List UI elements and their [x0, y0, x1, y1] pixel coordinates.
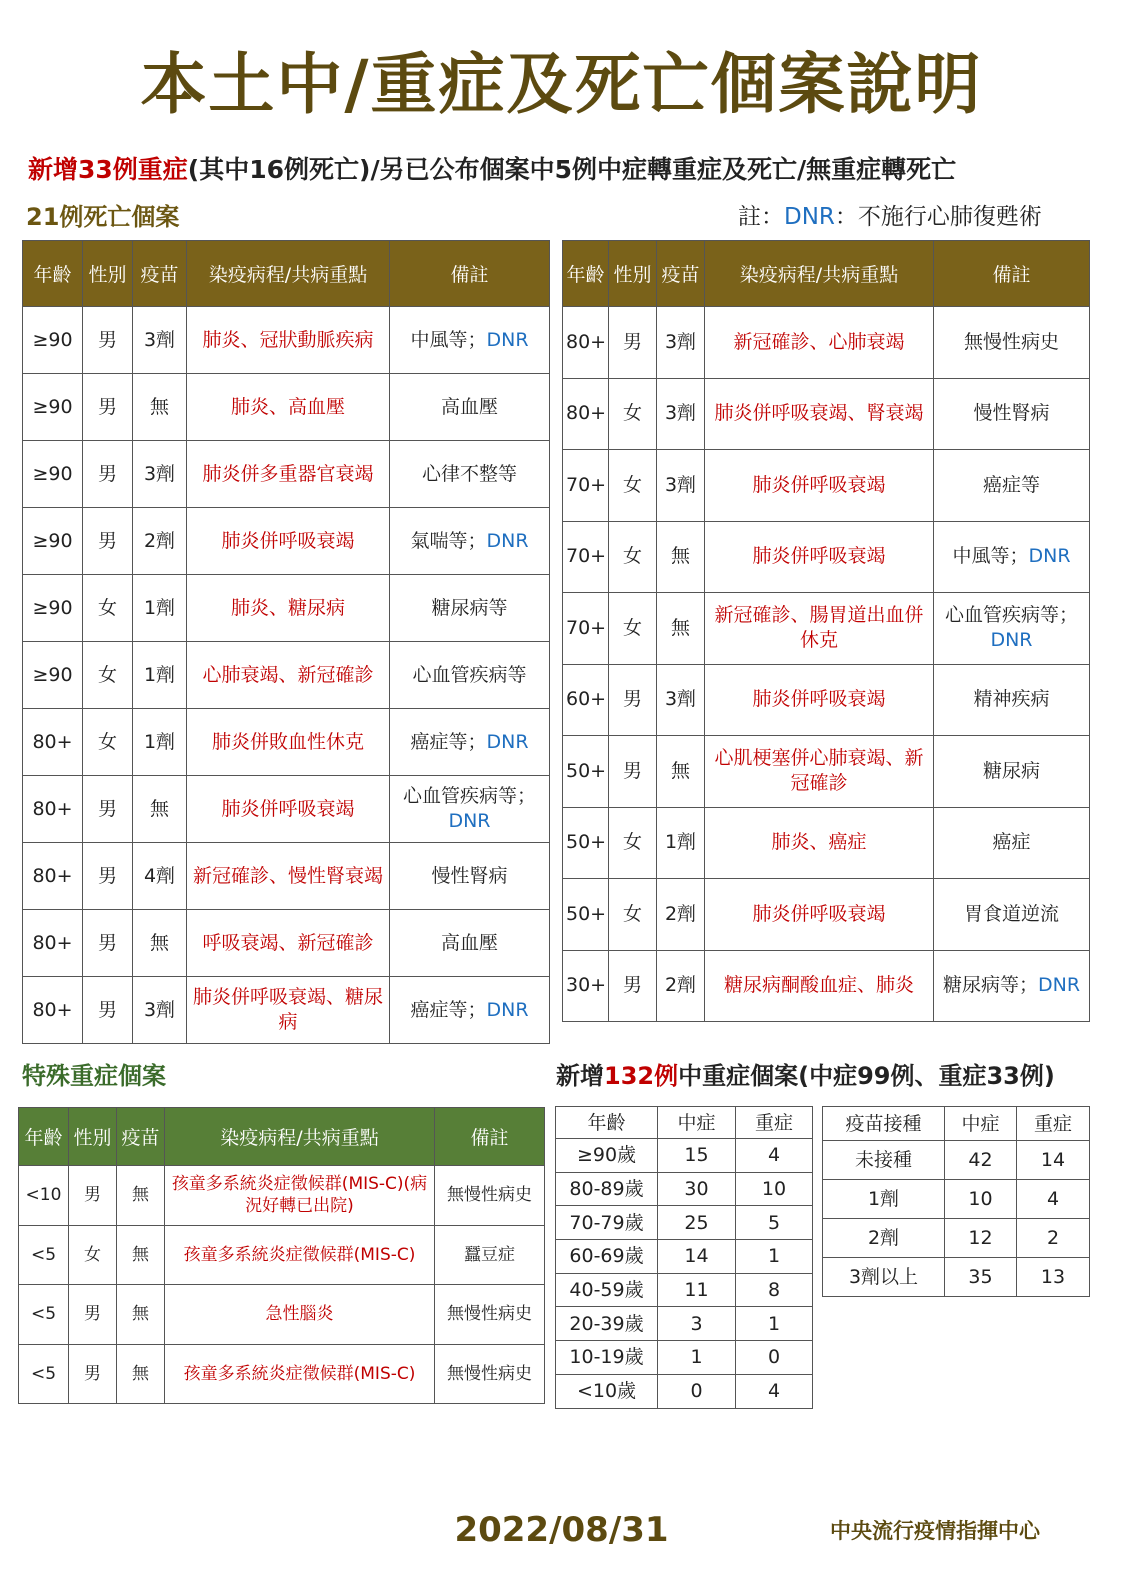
note-prefix: 註：	[738, 204, 784, 230]
course-cell: 孩童多系統炎症徵候群(MIS-C)	[165, 1225, 435, 1285]
remark-cell	[390, 910, 550, 977]
course-cell: 肺炎併呼吸衰竭、糖尿病	[187, 977, 390, 1044]
vaccine-cell: 無	[117, 1225, 165, 1285]
sex-cell: 女	[69, 1225, 117, 1285]
severe-cell: 4	[736, 1139, 813, 1173]
remark-text: 中風等；	[952, 545, 1029, 568]
age-cell: 80+	[563, 307, 609, 379]
course-cell: 肺炎、冠狀動脈疾病	[187, 307, 390, 374]
course-cell: 新冠確診、慢性腎衰竭	[187, 843, 390, 910]
header-course: 染疫病程/共病重點	[187, 241, 390, 307]
vaccine-cell: 1劑	[133, 642, 187, 709]
sex-cell: 男	[609, 950, 657, 1022]
header-vaccine: 疫苗	[133, 241, 187, 307]
case-row	[23, 307, 550, 374]
header-remark: 備註	[435, 1108, 545, 1166]
new-heading-prefix: 新增	[556, 1062, 604, 1090]
stat-row	[823, 1219, 1090, 1258]
moderate-cell: 3	[658, 1307, 736, 1341]
remark-text: 心律不整等	[421, 462, 517, 485]
age-cell: ≥90	[23, 441, 83, 508]
vaccine-cell: 3劑	[657, 307, 705, 379]
course-cell: 孩童多系統炎症徵候群(MIS-C)(病況好轉已出院)	[165, 1166, 435, 1226]
vaccine-cell: 2劑	[657, 879, 705, 951]
sex-cell: 男	[83, 441, 133, 508]
remark-text: 無慢性病史	[447, 1304, 532, 1325]
case-row	[23, 709, 550, 776]
header-remark: 備註	[390, 241, 550, 307]
header-moderate: 中症	[945, 1107, 1017, 1141]
case-row	[23, 776, 550, 843]
case-row	[19, 1225, 545, 1285]
case-row	[19, 1166, 545, 1226]
age-cell: 60+	[563, 664, 609, 736]
sex-cell: 男	[83, 843, 133, 910]
remark-cell	[934, 378, 1090, 450]
moderate-cell: 35	[945, 1258, 1017, 1297]
vaccine-cell: 無	[117, 1344, 165, 1404]
remark-text: 慢性腎病	[431, 864, 508, 887]
death-cases-heading: 21例死亡個案	[26, 203, 180, 231]
remark-cell	[390, 709, 550, 776]
remark-cell	[390, 307, 550, 374]
sex-cell: 男	[83, 374, 133, 441]
group-cell: 60-69歲	[556, 1240, 658, 1274]
header-remark: 備註	[934, 241, 1090, 307]
sex-cell: 女	[609, 879, 657, 951]
stat-row	[556, 1206, 813, 1240]
remark-cell	[390, 843, 550, 910]
course-cell: 肺炎、高血壓	[187, 374, 390, 441]
dnr-label: DNR	[486, 730, 529, 753]
group-cell: 70-79歲	[556, 1206, 658, 1240]
header-severe: 重症	[1017, 1107, 1090, 1141]
vaccine-cell: 4劑	[133, 843, 187, 910]
subtitle-detail: (其中16例死亡)/另已公布個案中5例中症轉重症及死亡/無重症轉死亡	[187, 155, 957, 184]
remark-cell	[435, 1166, 545, 1226]
header-moderate: 中症	[658, 1107, 736, 1139]
course-cell: 肺炎併呼吸衰竭	[187, 776, 390, 843]
age-stats-table	[555, 1106, 813, 1409]
remark-cell	[934, 807, 1090, 879]
moderate-cell: 14	[658, 1240, 736, 1274]
age-cell: 50+	[563, 736, 609, 808]
course-cell: 孩童多系統炎症徵候群(MIS-C)	[165, 1344, 435, 1404]
dnr-label: DNR	[448, 810, 491, 832]
vaccine-cell: 3劑	[657, 378, 705, 450]
header-severe: 重症	[736, 1107, 813, 1139]
remark-cell	[934, 450, 1090, 522]
remark-text: 癌症等；	[410, 998, 487, 1021]
vaccine-cell: 無	[117, 1285, 165, 1345]
stat-row	[556, 1139, 813, 1173]
sex-cell: 男	[69, 1344, 117, 1404]
age-cell: 70+	[563, 450, 609, 522]
course-cell: 肺炎併呼吸衰竭	[705, 450, 934, 522]
moderate-cell: 30	[658, 1172, 736, 1206]
dnr-note	[738, 198, 1042, 236]
case-row	[23, 575, 550, 642]
severe-cell: 0	[736, 1341, 813, 1375]
remark-text: 精神疾病	[973, 688, 1050, 711]
sex-cell: 男	[83, 776, 133, 843]
age-cell: ≥90	[23, 508, 83, 575]
header-sex: 性別	[69, 1108, 117, 1166]
severe-cell: 4	[1017, 1180, 1090, 1219]
dnr-label: DNR	[1028, 545, 1071, 568]
sex-cell: 女	[83, 642, 133, 709]
case-row	[23, 977, 550, 1044]
age-cell: 70+	[563, 593, 609, 665]
course-cell: 呼吸衰竭、新冠確診	[187, 910, 390, 977]
vaccine-cell: 無	[657, 521, 705, 593]
vaccine-cell: 無	[657, 736, 705, 808]
case-row	[23, 910, 550, 977]
special-cases-table	[18, 1107, 545, 1404]
severe-cell: 14	[1017, 1141, 1090, 1180]
vaccine-cell: 3劑	[657, 664, 705, 736]
remark-cell	[934, 664, 1090, 736]
new-cases-heading	[556, 1057, 1055, 1095]
remark-cell	[934, 593, 1090, 665]
remark-text: 癌症	[992, 831, 1031, 854]
case-row	[23, 441, 550, 508]
severe-cell: 1	[736, 1240, 813, 1274]
age-cell: ≥90	[23, 374, 83, 441]
remark-cell	[435, 1225, 545, 1285]
moderate-cell: 0	[658, 1374, 736, 1408]
header-vaccine: 疫苗	[117, 1108, 165, 1166]
remark-text: 中風等；	[410, 328, 487, 351]
sex-cell: 女	[609, 807, 657, 879]
group-cell: 1劑	[823, 1180, 945, 1219]
vaccine-cell: 無	[657, 593, 705, 665]
header-vaccine: 疫苗	[657, 241, 705, 307]
note-dnr: DNR	[784, 204, 835, 230]
case-row	[563, 521, 1090, 593]
severe-cell: 1	[736, 1307, 813, 1341]
course-cell: 肺炎、糖尿病	[187, 575, 390, 642]
subtitle-new-severe: 新增33例重症	[28, 155, 188, 184]
vaccine-cell: 2劑	[133, 508, 187, 575]
special-cases-heading: 特殊重症個案	[22, 1062, 166, 1090]
death-table-right	[562, 240, 1090, 1022]
vaccine-stats-table	[822, 1106, 1090, 1297]
remark-text: 心血管疾病等	[412, 663, 527, 686]
vaccine-cell: 無	[117, 1166, 165, 1226]
sex-cell: 女	[609, 378, 657, 450]
remark-text: 糖尿病等；	[942, 974, 1038, 997]
remark-text: 糖尿病	[982, 759, 1040, 782]
course-cell: 肺炎併呼吸衰竭	[705, 521, 934, 593]
note-suffix: ：不施行心肺復甦術	[834, 204, 1042, 230]
remark-cell	[435, 1285, 545, 1345]
group-cell: 40-59歲	[556, 1273, 658, 1307]
remark-cell	[934, 879, 1090, 951]
remark-cell	[934, 950, 1090, 1022]
remark-text: 慢性腎病	[973, 402, 1050, 425]
case-row	[23, 508, 550, 575]
vaccine-cell: 3劑	[133, 441, 187, 508]
group-cell: ≥90歲	[556, 1139, 658, 1173]
case-row	[19, 1285, 545, 1345]
sex-cell: 男	[83, 508, 133, 575]
remark-text: 氣喘等；	[410, 529, 487, 552]
group-cell: <10歲	[556, 1374, 658, 1408]
organization-name: 中央流行疫情指揮中心	[830, 1519, 1040, 1543]
remark-text: 心血管疾病等；	[944, 604, 1078, 627]
new-heading-count: 132例	[604, 1062, 679, 1090]
vaccine-cell: 無	[133, 910, 187, 977]
sex-cell: 男	[69, 1285, 117, 1345]
group-cell: 3劑以上	[823, 1258, 945, 1297]
header-sex: 性別	[83, 241, 133, 307]
age-cell: 80+	[23, 910, 83, 977]
vaccine-cell: 1劑	[657, 807, 705, 879]
dnr-label: DNR	[1037, 974, 1081, 997]
header-sex: 性別	[609, 241, 657, 307]
case-row	[563, 593, 1090, 665]
course-cell: 肺炎併呼吸衰竭、腎衰竭	[705, 378, 934, 450]
dnr-label: DNR	[486, 529, 529, 552]
header-course: 染疫病程/共病重點	[165, 1108, 435, 1166]
dnr-label: DNR	[486, 328, 529, 351]
remark-cell	[934, 307, 1090, 379]
age-cell: 80+	[563, 378, 609, 450]
group-cell: 未接種	[823, 1141, 945, 1180]
remark-text: 癌症等；	[410, 730, 487, 753]
remark-cell	[390, 776, 550, 843]
severe-cell: 13	[1017, 1258, 1090, 1297]
course-cell: 肺炎、癌症	[705, 807, 934, 879]
group-cell: 10-19歲	[556, 1341, 658, 1375]
header-vaccination: 疫苗接種	[823, 1107, 945, 1141]
remark-text: 癌症等	[982, 473, 1040, 496]
new-heading-suffix: 中重症個案(中症99例、重症33例)	[678, 1062, 1055, 1090]
case-row	[563, 450, 1090, 522]
age-cell: 70+	[563, 521, 609, 593]
age-cell: ≥90	[23, 307, 83, 374]
vaccine-cell: 無	[133, 776, 187, 843]
course-cell: 心肺衰竭、新冠確診	[187, 642, 390, 709]
page-title: 本土中/重症及死亡個案說明	[140, 46, 983, 123]
sex-cell: 女	[609, 593, 657, 665]
stat-row	[556, 1341, 813, 1375]
remark-text: 糖尿病等	[431, 596, 508, 619]
sex-cell: 男	[83, 910, 133, 977]
group-cell: 20-39歲	[556, 1307, 658, 1341]
vaccine-cell: 無	[133, 374, 187, 441]
death-table-left	[22, 240, 550, 1044]
sex-cell: 男	[69, 1166, 117, 1226]
vaccine-cell: 1劑	[133, 709, 187, 776]
stat-row	[556, 1374, 813, 1408]
case-row	[563, 807, 1090, 879]
sex-cell: 男	[609, 664, 657, 736]
severe-cell: 10	[736, 1172, 813, 1206]
moderate-cell: 1	[658, 1341, 736, 1375]
header-age: 年齡	[563, 241, 609, 307]
course-cell: 肺炎併敗血性休克	[187, 709, 390, 776]
subtitle	[28, 150, 956, 190]
age-cell: ≥90	[23, 642, 83, 709]
stat-row	[556, 1273, 813, 1307]
case-row	[563, 378, 1090, 450]
age-cell: <5	[19, 1225, 69, 1285]
remark-cell	[390, 642, 550, 709]
sex-cell: 男	[83, 977, 133, 1044]
remark-cell	[435, 1344, 545, 1404]
moderate-cell: 25	[658, 1206, 736, 1240]
course-cell: 肺炎併呼吸衰竭	[705, 664, 934, 736]
remark-cell	[934, 736, 1090, 808]
sex-cell: 女	[609, 450, 657, 522]
remark-cell	[390, 374, 550, 441]
age-cell: <10	[19, 1166, 69, 1226]
course-cell: 新冠確診、腸胃道出血併休克	[705, 593, 934, 665]
case-row	[563, 736, 1090, 808]
sex-cell: 女	[83, 709, 133, 776]
moderate-cell: 42	[945, 1141, 1017, 1180]
age-cell: <5	[19, 1344, 69, 1404]
remark-text: 無慢性病史	[447, 1363, 532, 1384]
age-cell: 50+	[563, 807, 609, 879]
course-cell: 心肌梗塞併心肺衰竭、新冠確診	[705, 736, 934, 808]
remark-text: 胃食道逆流	[963, 902, 1059, 925]
age-cell: <5	[19, 1285, 69, 1345]
vaccine-cell: 3劑	[133, 977, 187, 1044]
course-cell: 新冠確診、心肺衰竭	[705, 307, 934, 379]
remark-cell	[390, 977, 550, 1044]
sex-cell: 男	[83, 307, 133, 374]
remark-text: 無慢性病史	[447, 1185, 532, 1206]
age-cell: ≥90	[23, 575, 83, 642]
dnr-label: DNR	[486, 998, 529, 1021]
remark-cell	[934, 521, 1090, 593]
moderate-cell: 11	[658, 1273, 736, 1307]
course-cell: 急性腦炎	[165, 1285, 435, 1345]
moderate-cell: 10	[945, 1180, 1017, 1219]
case-row	[23, 843, 550, 910]
case-row	[563, 950, 1090, 1022]
age-cell: 80+	[23, 709, 83, 776]
moderate-cell: 12	[945, 1219, 1017, 1258]
stat-row	[556, 1240, 813, 1274]
age-cell: 50+	[563, 879, 609, 951]
dnr-label: DNR	[990, 629, 1033, 652]
remark-text: 高血壓	[440, 931, 498, 954]
remark-cell	[390, 508, 550, 575]
case-row	[23, 374, 550, 441]
severe-cell: 5	[736, 1206, 813, 1240]
vaccine-cell: 1劑	[133, 575, 187, 642]
header-age: 年齡	[19, 1108, 69, 1166]
stat-row	[823, 1258, 1090, 1297]
age-cell: 80+	[23, 977, 83, 1044]
vaccine-cell: 3劑	[133, 307, 187, 374]
case-row	[23, 642, 550, 709]
course-cell: 肺炎併呼吸衰竭	[187, 508, 390, 575]
severe-cell: 2	[1017, 1219, 1090, 1258]
course-cell: 肺炎併呼吸衰竭	[705, 879, 934, 951]
case-row	[563, 879, 1090, 951]
age-cell: 80+	[23, 843, 83, 910]
header-course: 染疫病程/共病重點	[705, 241, 934, 307]
remark-text: 無慢性病史	[963, 330, 1059, 353]
stat-row	[556, 1307, 813, 1341]
severe-cell: 8	[736, 1273, 813, 1307]
group-cell: 2劑	[823, 1219, 945, 1258]
remark-cell	[390, 575, 550, 642]
course-cell: 肺炎併多重器官衰竭	[187, 441, 390, 508]
sex-cell: 男	[609, 307, 657, 379]
stat-row	[823, 1141, 1090, 1180]
group-cell: 80-89歲	[556, 1172, 658, 1206]
header-age-group: 年齡	[556, 1107, 658, 1139]
age-cell: 30+	[563, 950, 609, 1022]
remark-cell	[390, 441, 550, 508]
course-cell: 糖尿病酮酸血症、肺炎	[705, 950, 934, 1022]
vaccine-cell: 3劑	[657, 450, 705, 522]
moderate-cell: 15	[658, 1139, 736, 1173]
remark-text: 蠶豆症	[464, 1244, 515, 1265]
case-row	[563, 664, 1090, 736]
sex-cell: 男	[609, 736, 657, 808]
case-row	[563, 307, 1090, 379]
case-row	[19, 1344, 545, 1404]
sex-cell: 女	[83, 575, 133, 642]
vaccine-cell: 2劑	[657, 950, 705, 1022]
severe-cell: 4	[736, 1374, 813, 1408]
sex-cell: 女	[609, 521, 657, 593]
header-age: 年齡	[23, 241, 83, 307]
stat-row	[556, 1172, 813, 1206]
report-date: 2022/08/31	[454, 1510, 669, 1550]
remark-text: 心血管疾病等；	[402, 785, 536, 807]
stat-row	[823, 1180, 1090, 1219]
age-cell: 80+	[23, 776, 83, 843]
remark-text: 高血壓	[440, 395, 498, 418]
